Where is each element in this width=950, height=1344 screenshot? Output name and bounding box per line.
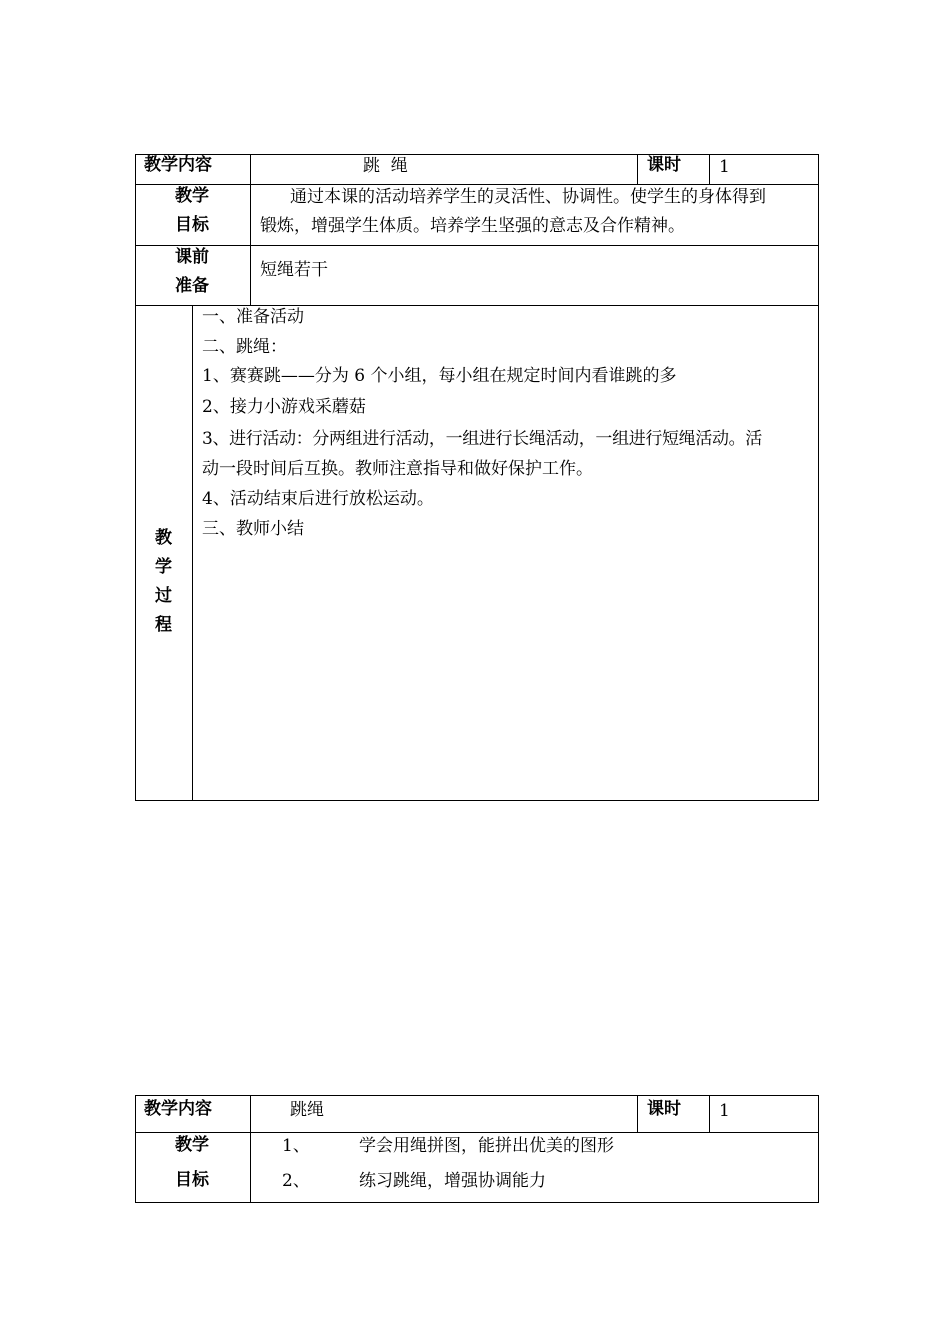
content-label: 教学内容: [144, 1099, 212, 1119]
table2-border-right: [818, 1095, 819, 1203]
hours-label: 课时: [647, 155, 681, 175]
table1-rule: [135, 245, 819, 246]
table1-rule: [135, 305, 819, 306]
table2-border-top: [135, 1095, 819, 1096]
process-line: 1、赛赛跳——分为 6 个小组，每小组在规定时间内看谁跳的多: [202, 366, 677, 386]
process-label-char: 程: [155, 615, 172, 635]
hours-label: 课时: [647, 1099, 681, 1119]
table2-border-bottom: [135, 1202, 819, 1203]
table2-col-divider: [637, 1095, 638, 1133]
hours-value: 1: [719, 157, 730, 177]
content-label: 教学内容: [144, 155, 212, 175]
table1-border-left: [135, 154, 136, 801]
process-label-char: 过: [155, 586, 172, 606]
process-line: 4、活动结束后进行放松运动。: [202, 489, 434, 509]
prep-text: 短绳若干: [260, 260, 328, 280]
prep-label-line2: 准备: [175, 276, 209, 296]
process-label-char: 学: [155, 557, 172, 577]
table1-border-right: [818, 154, 819, 801]
process-line: 二、跳绳：: [202, 337, 287, 357]
process-line: 3、进行活动：分两组进行活动，一组进行长绳活动，一组进行短绳活动。活: [202, 429, 762, 449]
goal-label-line1: 教学: [175, 1135, 209, 1155]
table2-rule: [135, 1132, 819, 1133]
process-line: 一、准备活动: [202, 307, 304, 327]
process-line: 三、教师小结: [202, 519, 304, 539]
process-label-char: 教: [155, 528, 172, 548]
process-line: 2、接力小游戏采蘑菇: [202, 397, 366, 417]
table1-col-divider: [709, 154, 710, 185]
hours-value: 1: [719, 1101, 730, 1121]
goal-label-line1: 教学: [175, 186, 209, 206]
table1-col-divider: [250, 154, 251, 306]
table2-col-divider: [709, 1095, 710, 1133]
table1-border-bottom: [135, 800, 819, 801]
content-value: 跳 绳: [363, 156, 408, 176]
goal-item: 学会用绳拼图，能拼出优美的图形: [359, 1136, 614, 1156]
table1-border-top: [135, 154, 819, 155]
goal-label-line2: 目标: [175, 215, 209, 235]
table1-rule: [135, 184, 819, 185]
table2-border-left: [135, 1095, 136, 1203]
goal-label-line2: 目标: [175, 1170, 209, 1190]
goal-number: 1、: [282, 1136, 310, 1156]
goal-text-line2: 锻炼，增强学生体质。培养学生坚强的意志及合作精神。: [260, 216, 685, 236]
goal-text-line1: 通过本课的活动培养学生的灵活性、协调性。使学生的身体得到: [290, 187, 766, 207]
goal-number: 2、: [282, 1171, 310, 1191]
content-value: 跳绳: [290, 1100, 324, 1120]
prep-label-line1: 课前: [175, 247, 209, 267]
table1-col-divider: [637, 154, 638, 185]
goal-item: 练习跳绳，增强协调能力: [359, 1171, 546, 1191]
table1-col-divider: [192, 305, 193, 801]
process-line: 动一段时间后互换。教师注意指导和做好保护工作。: [202, 459, 593, 479]
table2-col-divider: [250, 1095, 251, 1203]
